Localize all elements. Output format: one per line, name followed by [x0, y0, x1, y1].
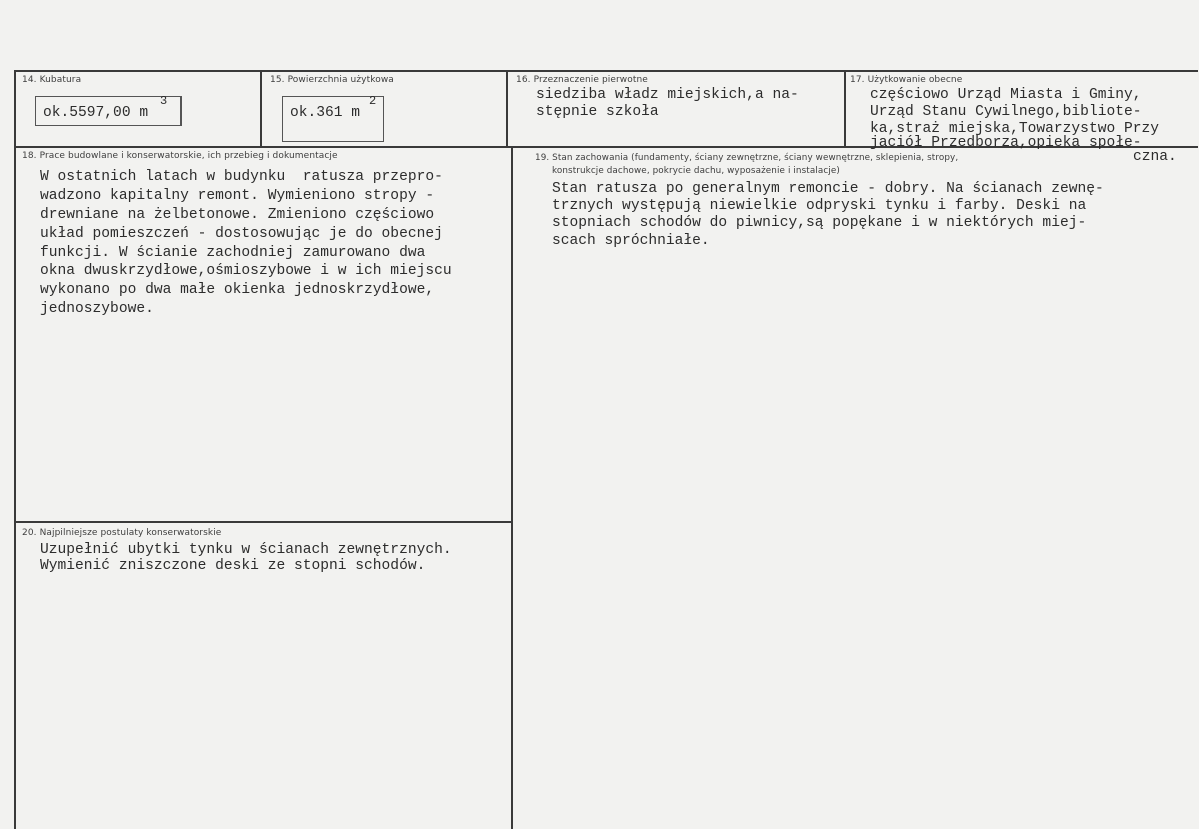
field-18-line-5: funkcji. W ścianie zachodniej zamurowano dwa: [40, 245, 426, 261]
field-15-value: ok.361 m: [290, 105, 361, 121]
field-19-line-2: trznych występują niewielkie odpryski tynku i farby. Deski na: [552, 198, 1087, 214]
field-17-line-3: ka,straż miejska,Towarzystwo Przy: [870, 121, 1160, 137]
field-19-line-1: Stan ratusza po generalnym remoncie - dobry. Na ścianach zewnę-: [552, 181, 1104, 197]
field-18-line-1: W ostatnich latach w budynku ratusza przepro-: [40, 169, 443, 185]
field-18-line-6: okna dwuskrzydłowe,ośmioszybowe i w ich miejscu: [40, 263, 452, 279]
field-15-superscript: 2: [369, 94, 377, 108]
field-18-line-2: wadzono kapitalny remont. Wymieniono stropy -: [40, 188, 435, 204]
field-17-label: 17. Użytkowanie obecne: [850, 75, 963, 85]
divider-16-17: [844, 70, 846, 148]
field-17-line-5: czna.: [1133, 149, 1177, 165]
field-14-label: 14. Kubatura: [22, 75, 82, 85]
field-16-line-1: siedziba władz miejskich,a na-: [536, 87, 799, 103]
field-20-label: 20. Najpilniejsze postulaty konserwatorskie: [22, 528, 222, 538]
field-20-line-1: Uzupełnić ubytki tynku w ścianach zewnętrznych.: [40, 542, 452, 558]
divider-14-15: [260, 70, 262, 148]
field-16-label: 16. Przeznaczenie pierwotne: [516, 75, 648, 85]
field-19-label-line-2: konstrukcje dachowe, pokrycie dachu, wyposażenie i instalacje): [552, 166, 840, 176]
field-18-label: 18. Prace budowlane i konserwatorskie, ich przebieg i dokumentacje: [22, 151, 338, 161]
left-border: [14, 70, 16, 829]
field-18-line-4: układ pomieszczeń - dostosowując je do obecnej: [40, 226, 443, 242]
section-20-top-rule: [14, 521, 513, 523]
field-15-label: 15. Powierzchnia użytkowa: [270, 75, 394, 85]
field-18-line-3: drewniane na żelbetonowe. Zmieniono częściowo: [40, 207, 435, 223]
field-19-line-4: scach spróchniałe.: [552, 233, 710, 249]
field-18-line-7: wykonano po dwa małe okienka jednoskrzydłowe,: [40, 282, 435, 298]
field-20-line-2: Wymienić zniszczone deski ze stopni schodów.: [40, 558, 426, 574]
field-17-line-2: Urząd Stanu Cywilnego,bibliote-: [870, 104, 1142, 120]
field-19-line-3: stopniach schodów do piwnicy,są popękane i w niektórych miej-: [552, 215, 1087, 231]
field-17-line-1: częściowo Urząd Miasta i Gminy,: [870, 87, 1142, 103]
center-vertical-rule: [511, 146, 513, 829]
field-14-value: ok.5597,00 m: [43, 105, 149, 121]
top-rule: [14, 70, 1198, 72]
field-16-line-2: stępnie szkoła: [536, 104, 659, 120]
field-19-label-line-1: 19. Stan zachowania (fundamenty, ściany zewnętrzne, ściany wewnętrzne, sklepienia, stropy,: [535, 153, 959, 163]
field-14-superscript: 3: [160, 94, 168, 108]
field-17-line-4: jaciół Przedborza,opieka społe-: [870, 135, 1142, 151]
field-18-line-8: jednoszybowe.: [40, 301, 154, 317]
divider-15-16: [506, 70, 508, 148]
